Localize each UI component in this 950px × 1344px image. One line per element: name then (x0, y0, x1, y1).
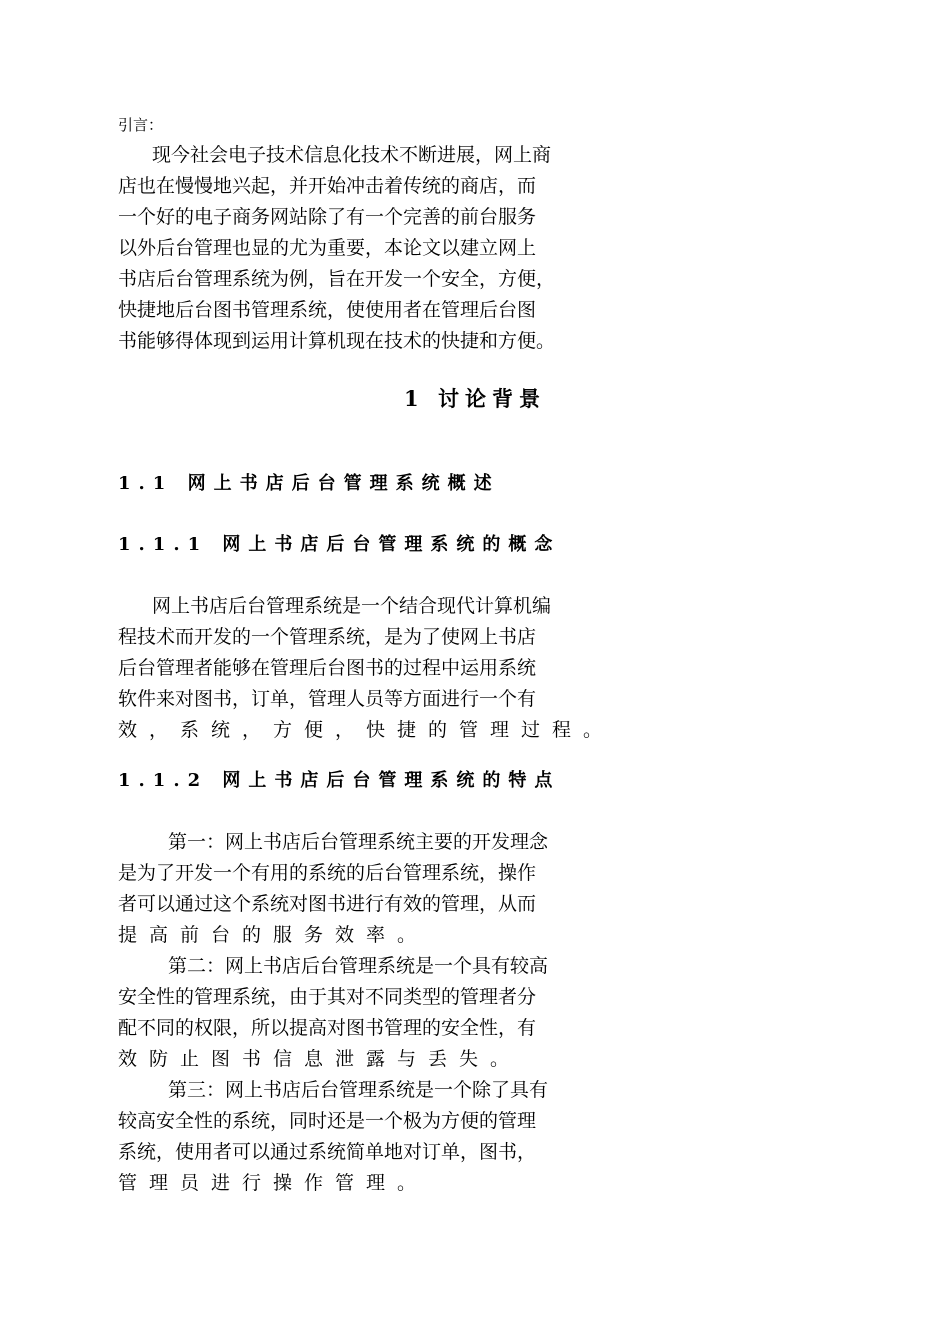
feature-line: 者可以通过这个系统对图书进行有效的管理，从而 (118, 893, 537, 915)
feature-line: 系统，使用者可以通过系统简单地对订单，图书， (118, 1141, 537, 1163)
intro-label: 引言： (118, 116, 164, 134)
concept-line: 网上书店后台管理系统是一个结合现代计算机编 (152, 595, 552, 617)
intro-line: 书能够得体现到运用计算机现在技术的快捷和方便。 (118, 330, 556, 352)
concept-line: 程技术而开发的一个管理系统，是为了使网上书店 (118, 626, 537, 648)
feature-line: 提高前台的服务效率。 (118, 924, 429, 946)
intro-line: 现今社会电子技术信息化技术不断进展，网上商 (152, 144, 552, 166)
concept-line: 软件来对图书，订单，管理人员等方面进行一个有 (118, 688, 537, 710)
feature-line: 是为了开发一个有用的系统的后台管理系统，操作 (118, 862, 537, 884)
intro-line: 以外后台管理也显的尤为重要，本论文以建立网上 (118, 237, 537, 259)
subsection-heading-1-1-1: 1.1.1 网上书店后台管理系统的概念 (118, 534, 561, 555)
chapter-title: 1 讨论背景 (404, 386, 546, 411)
intro-line: 店也在慢慢地兴起，并开始冲击着传统的商店，而 (118, 175, 537, 197)
concept-line: 效，系统，方便，快捷的管理过程。 (118, 719, 615, 741)
concept-line: 后台管理者能够在管理后台图书的过程中运用系统 (118, 657, 537, 679)
feature-line: 第二：网上书店后台管理系统是一个具有较高 (168, 955, 549, 977)
subsection-heading-1-1-2: 1.1.2 网上书店后台管理系统的特点 (118, 770, 561, 791)
feature-line: 第一：网上书店后台管理系统主要的开发理念 (168, 831, 549, 853)
feature-line: 安全性的管理系统，由于其对不同类型的管理者分 (118, 986, 537, 1008)
intro-line: 书店后台管理系统为例，旨在开发一个安全，方便， (118, 268, 556, 290)
feature-line: 配不同的权限，所以提高对图书管理的安全性，有 (118, 1017, 537, 1039)
intro-line: 快捷地后台图书管理系统，使使用者在管理后台图 (118, 299, 537, 321)
section-heading-1-1: 1.1 网上书店后台管理系统概述 (118, 473, 500, 494)
feature-line: 较高安全性的系统，同时还是一个极为方便的管理 (118, 1110, 537, 1132)
feature-line: 第三：网上书店后台管理系统是一个除了具有 (168, 1079, 549, 1101)
intro-line: 一个好的电子商务网站除了有一个完善的前台服务 (118, 206, 537, 228)
feature-line: 管理员进行操作管理。 (118, 1172, 429, 1194)
feature-line: 效防止图书信息泄露与丢失。 (118, 1048, 522, 1070)
